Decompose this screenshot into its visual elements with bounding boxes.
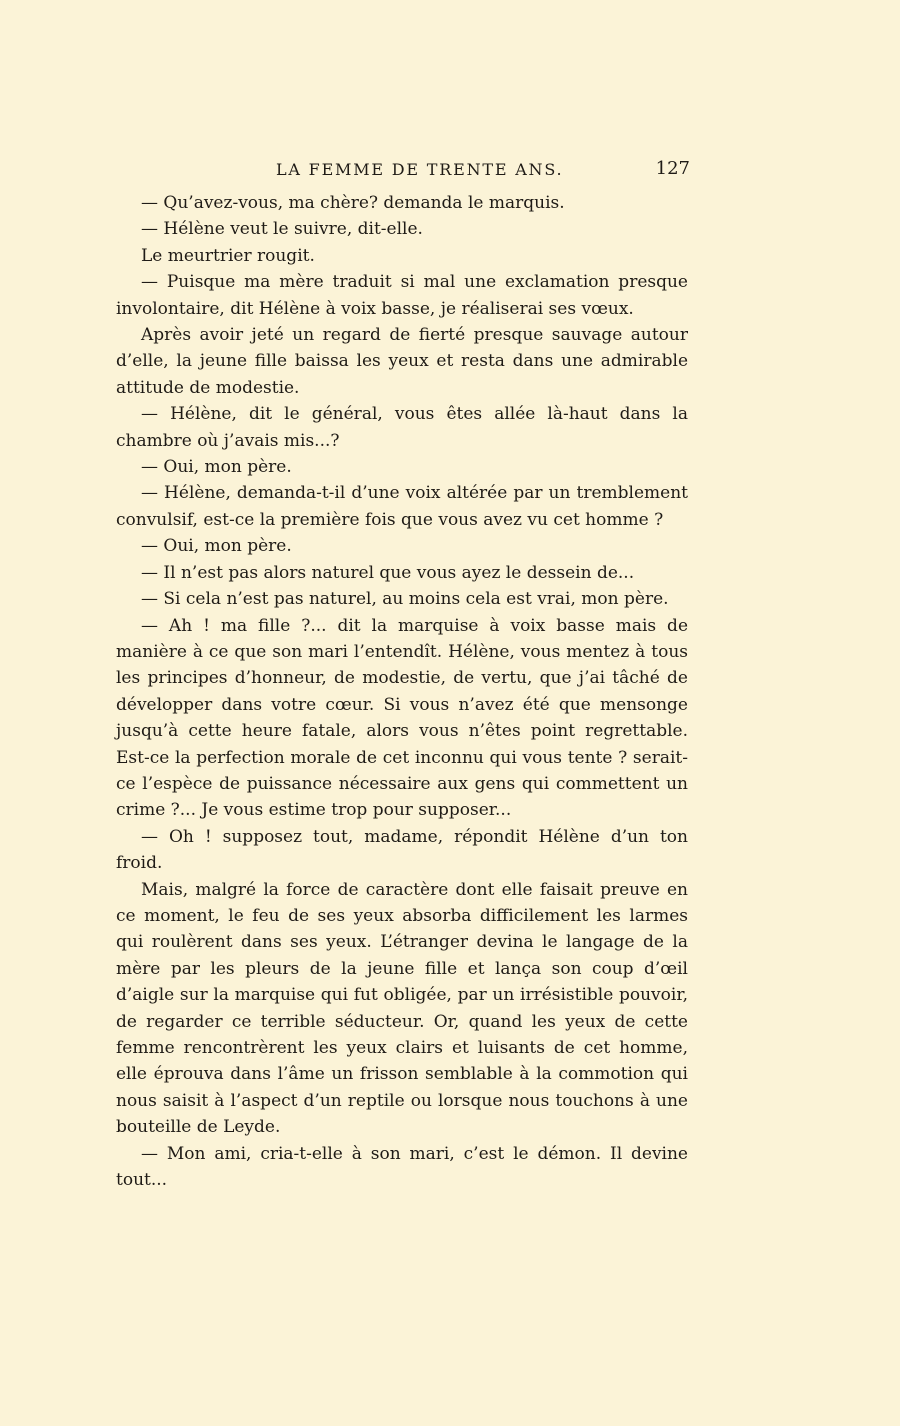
paragraph: — Oui, mon père. — [141, 536, 292, 557]
paragraph: — Hélène, dit le général, vous êtes allée là-haut dans la chambre où j’avais mis...? — [116, 404, 688, 451]
running-title: LA FEMME DE TRENTE ANS. — [276, 160, 564, 179]
paragraph: Après avoir jeté un regard de fierté presque sauvage autour d’elle, la jeune fille baissa les yeux et resta dans une admirable attitude de modestie. — [116, 325, 688, 398]
paragraph: — Il n’est pas alors naturel que vous ayez le dessein de... — [141, 562, 635, 583]
paragraph: — Ah ! ma fille ?... dit la marquise à voix basse mais de manière à ce que son mari l’entendît. Hélène, vous mentez à tous les principes d’honneur, de modestie, de vertu, que j’ai tâché de développer dans votre cœur. Si vous n’avez été que mensonge jusqu’à cette heure fatale, alors vous n’êtes point regrettable. Est-ce la perfection morale de cet inconnu qui vous tente ? serait-ce l’espèce de puissance nécessaire aux gens qui commettent un crime ?... Je vous estime trop pour supposer... — [116, 615, 688, 821]
paragraph: — Oh ! supposez tout, madame, répondit Hélène d’un ton froid. — [116, 826, 688, 874]
paragraph: — Puisque ma mère traduit si mal une exclamation presque involontaire, dit Hélène à voix basse, je réaliserai ses vœux. — [116, 272, 688, 319]
paragraph: — Si cela n’est pas naturel, au moins cela est vrai, mon père. — [141, 589, 669, 610]
running-head — [116, 160, 690, 184]
paragraph: — Mon ami, cria-t-elle à son mari, c’est le démon. Il devine tout... — [116, 1143, 688, 1191]
paragraph: — Hélène, demanda-t-il d’une voix altérée par un tremblement convulsif, est-ce la première fois que vous avez vu cet homme ? — [116, 483, 688, 530]
text-block — [116, 190, 688, 1193]
page-number: 127 — [655, 158, 690, 179]
paragraph: — Hélène veut le suivre, dit-elle. — [141, 219, 423, 240]
paragraph: Le meurtrier rougit. — [141, 245, 315, 266]
paragraph: — Oui, mon père. — [141, 457, 292, 478]
paragraph: Mais, malgré la force de caractère dont elle faisait preuve en ce moment, le feu de ses yeux absorba difficilement les larmes qui roulèrent dans ses yeux. L’étranger devina le langage de la mère par les pleurs de la jeune fille et lança son coup d’œil d’aigle sur la marquise qui fut obligée, par un irrésistible pouvoir, de regarder ce terrible séducteur. Or, quand les yeux de cette femme rencontrèrent les yeux clairs et luisants de cet homme, elle éprouva dans l’âme un frisson semblable à la commotion qui nous saisit à l’aspect d’un reptile ou lorsque nous touchons à une bouteille de Leyde. — [116, 879, 688, 1138]
paragraph: — Qu’avez-vous, ma chère? demanda le marquis. — [141, 193, 565, 213]
